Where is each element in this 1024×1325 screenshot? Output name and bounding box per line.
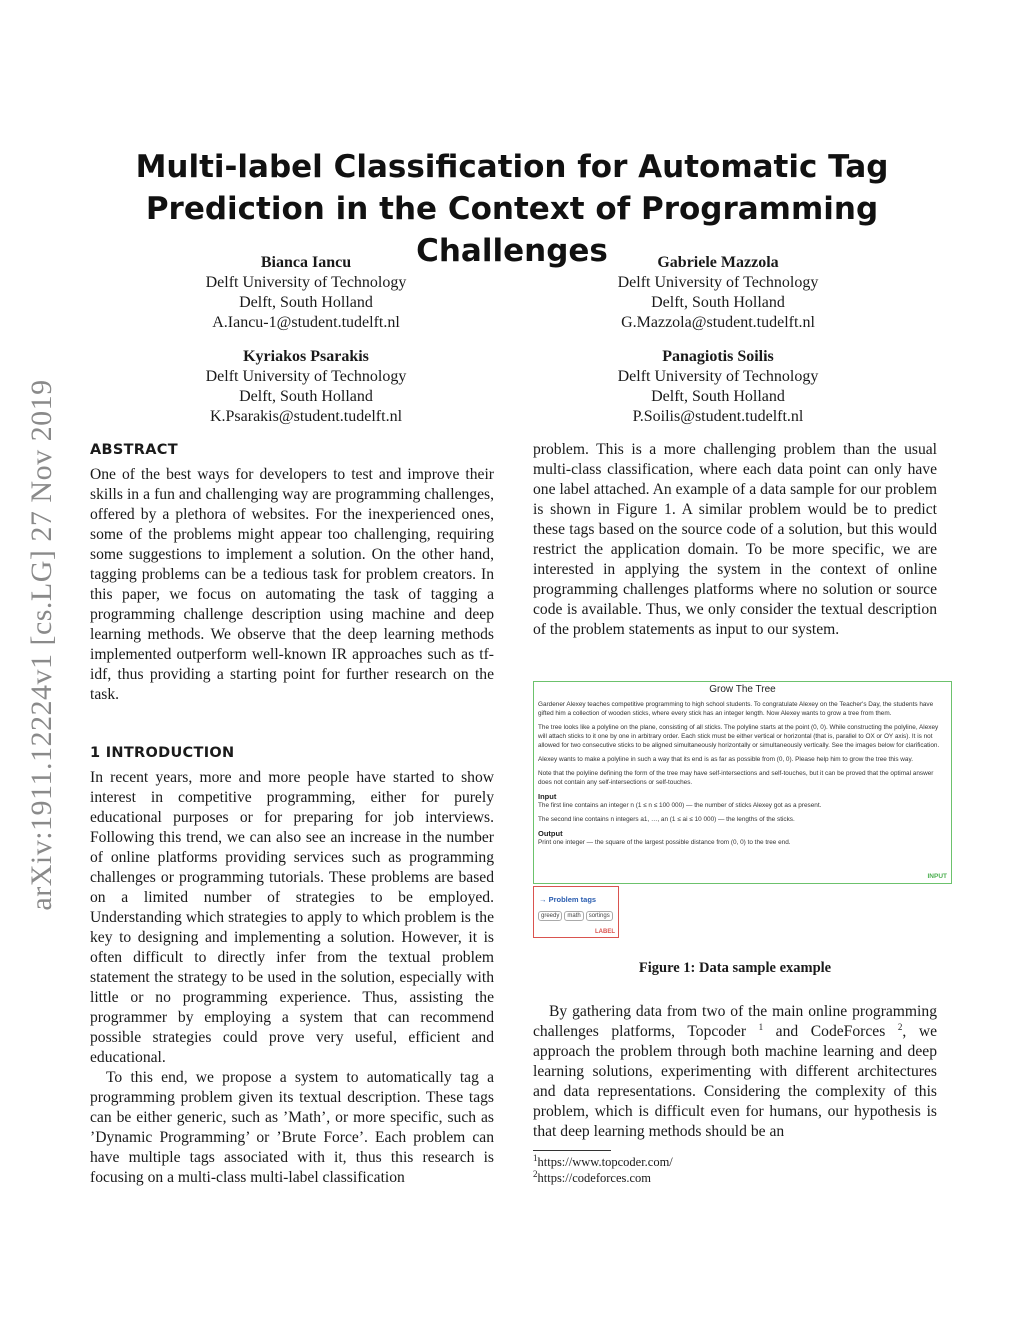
footnote-rule [533,1150,611,1151]
author-location: Delft, South Holland [239,388,373,405]
tag-chip: sortings [586,911,613,921]
right-column [533,440,937,640]
author-email: A.Iancu-1@student.tudelft.nl [212,314,400,331]
intro-heading: 1 INTRODUCTION [90,745,235,761]
figure-problem-statement [533,681,952,884]
intro-paragraph-2: To this end, we propose a system to automatically tag a programming problem given its textual description. These tags can be either generic, such as ’Math’, or more specific, such as ’Dynamic Programming’ or ’Brute Force’. Each problem can have multiple tags associated with it, thus this research is focusing on a multi-class multi-label classification [90,1069,494,1186]
author-name: Panagiotis Soilis [662,348,774,365]
author-affiliation: Delft University of Technology [205,368,407,385]
intro-paragraph-1: In recent years, more and more people have started to show interest in competitive programming, either for purely educational purposes or for preparing for job interviews. Following this trend, we can also see an increase in the number of online platforms providing services such as programming challenges or programming tutorials. These problems are based on a limited number of strategies to be employed. Understanding which strategies to apply to which problem is the key to designing and implementing a solution. However, it is often difficult to directly infer from the textual problem statement the strategy to be used in the solution, especially with little or no programming experience. Thus, assisting the programmer by employing a system that can recommend possible strategies could prove very useful, efficient and educational. [90,769,494,1066]
abstract-text: One of the best ways for developers to test and improve their skills in a fun and challenging way are programming challenges, offered by a plethora of websites. For the inexperienced ones, some of the problems might appear too challenging, requiring some suggestions to implement a solution. On the other hand, tagging problems can be a tedious task for problem creators. In this paper, we focus on automating the task of tagging a programming challenge description using machine and deep learning methods. We observe that the deep learning methods implemented outperform well-known IR approaches such as tf-idf, thus providing a starting point for further research on the task. [90,466,494,703]
footnote-mark: 2 [533,1168,538,1179]
right-paragraph-2 [533,1002,937,1142]
figure-para: Alexey wants to make a polyline in such a way that its end is as far as possible from (0, 0). Please help him to grow the tree this way. [538,756,913,763]
figure-input-line: The first line contains an integer n (1 ≤ n ≤ 100 000) — the number of sticks Alexey got as a present. [538,802,822,809]
author-email: P.Soilis@student.tudelft.nl [632,408,804,425]
figure-para: Gardener Alexey teaches competitive programming to high school students. To congratulate Alexey on the Teacher's Day, the students have gifted him a collection of wooden sticks, where every stick has an integer length. Now Alexey wants to grow a tree from them. [538,701,934,717]
author-email: K.Psarakis@student.tudelft.nl [209,408,403,425]
para2-part-c: , we approach the problem through both machine learning and deep learning solutions, experimenting with different architectures and data representations. Considering the complexity of this problem, which is difficult even for humans, our hypothesis is that deep learning methods should be an [533,1023,938,1140]
footnote-ref-2: 2 [897,1021,903,1032]
footnote-1 [533,1152,673,1170]
author-block [553,253,883,333]
problem-tags-heading: → Problem tags [539,895,597,904]
footnote-ref-1: 1 [758,1021,764,1032]
author-block [141,253,471,333]
author-affiliation: Delft University of Technology [617,368,819,385]
figure-input-label: INPUT [927,873,947,880]
para2-part-a: By gathering data from two of the main online programming challenges platforms, Topcoder [533,1003,937,1040]
author-affiliation: Delft University of Technology [617,274,819,291]
author-name: Gabriele Mazzola [657,254,779,271]
para2-part-b: and CodeForces [763,1023,898,1040]
abstract-heading: ABSTRACT [90,442,178,458]
author-location: Delft, South Holland [239,294,373,311]
footnote-mark: 1 [533,1152,538,1163]
author-name: Bianca Iancu [260,254,352,271]
author-location: Delft, South Holland [651,294,785,311]
figure-label-label: LABEL [595,929,615,935]
right-paragraph-1: problem. This is a more challenging problem than the usual multi-class classification, where each data point can only have one label attached. An example of a data sample for our problem is shown in Figure 1. A similar problem would be to predict these tags based on the source code of a solution, but this would restrict the application domain. To be more specific, we are interested in applying the system in the context of online programming challenges platforms where no solution or source code is available. Thus, we only consider the textual description of the problem statements as input to our system. [533,441,937,638]
author-name: Kyriakos Psarakis [243,348,369,365]
author-location: Delft, South Holland [651,388,785,405]
author-email: G.Mazzola@student.tudelft.nl [621,314,815,331]
author-block [141,347,471,427]
left-column [90,440,494,1188]
footnote-2 [533,1168,652,1186]
figure-input-line: The second line contains n integers a1, …, an (1 ≤ ai ≤ 10 000) — the lengths of the sticks. [538,816,795,823]
footnote-url[interactable]: https://www.topcoder.com/ [537,1155,673,1169]
figure-input-heading: Input [538,792,557,801]
footnote-url[interactable]: https://codeforces.com [537,1171,652,1185]
figure-tags-box [533,886,619,938]
figure-output-line: Print one integer — the square of the largest possible distance from (0, 0) to the tree end. [538,839,791,846]
author-affiliation: Delft University of Technology [205,274,407,291]
tag-list [538,911,618,921]
figure-para: Note that the polyline defining the form of the tree may have self-intersections and self-touches, but it can be proved that the optimal answer does not contain any self-intersections or self-touches. [538,770,934,786]
figure-caption: Figure 1: Data sample example [638,960,832,976]
tag-chip: math [564,911,583,921]
figure-para: The tree looks like a polyline on the plane, consisting of all sticks. The polyline starts at the point (0, 0). While constructing the polyline, Alexey will attach sticks to it one by one in arbitrary order. Each stick must be either vertical or horizontal (that is, parallel to OX or OY axis). It is not allowed for two consecutive sticks to be aligned simultaneously horizontally or simultaneously vertically. See the images below for clarification. [538,724,940,749]
figure-problem-title: Grow The Tree [709,684,776,695]
author-block [553,347,883,427]
arxiv-stamp-text: arXiv:1911.12224v1 [cs.LG] 27 Nov 2019 [25,379,58,911]
title-line-1: Multi-label Classification for Automatic Tag [135,149,889,185]
figure-output-heading: Output [538,829,563,838]
tag-chip: greedy [538,911,562,921]
title-line-2: Prediction in the Context of Programming Challenges [145,191,879,269]
